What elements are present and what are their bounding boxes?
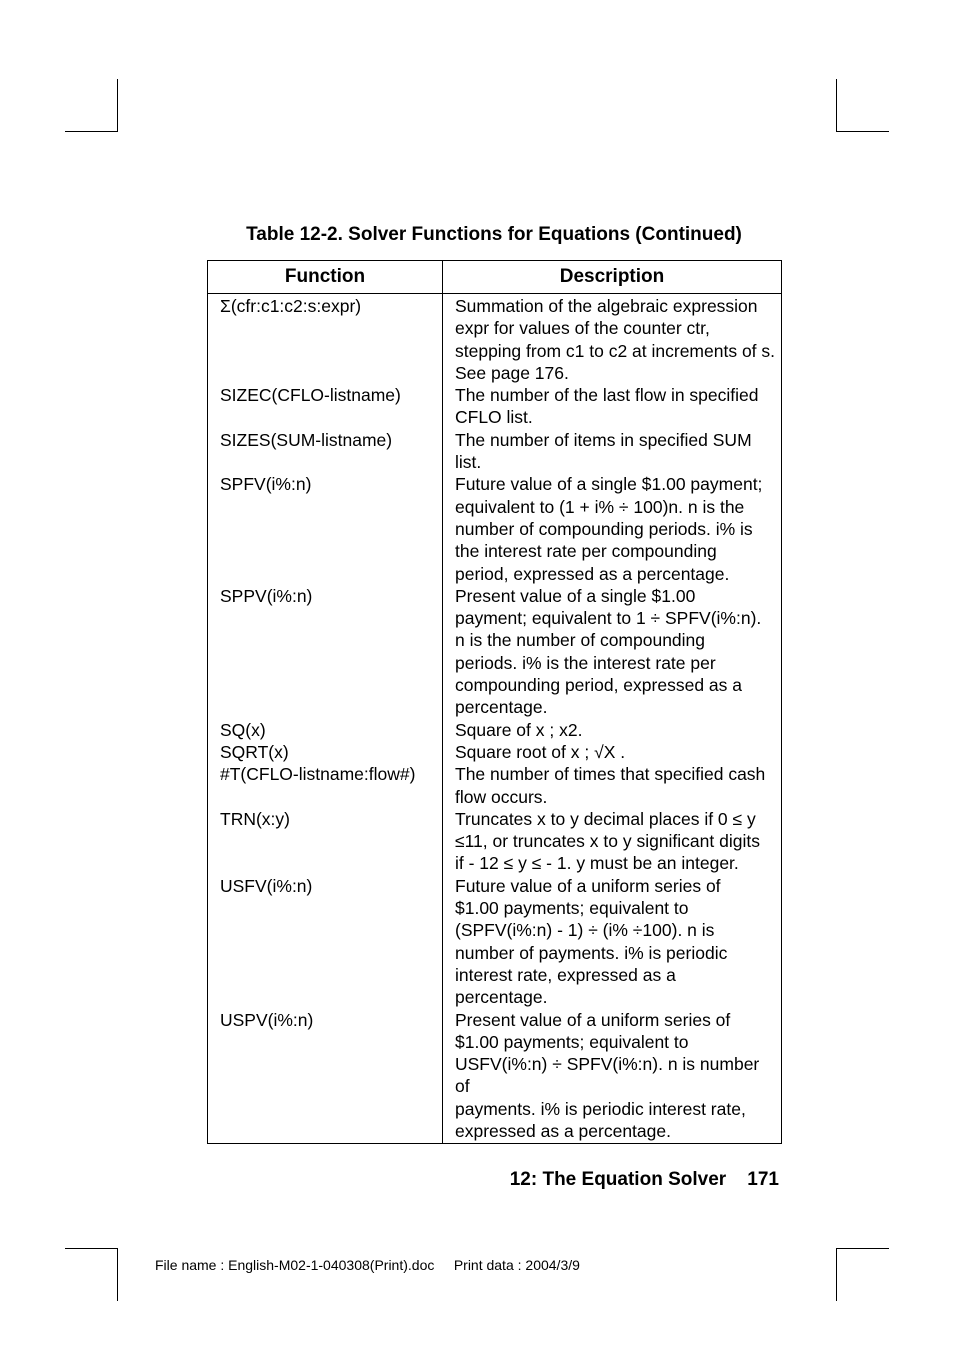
description-line: expr for values of the counter ctr, bbox=[455, 318, 710, 339]
description-cell bbox=[443, 741, 782, 763]
function-cell bbox=[208, 1009, 443, 1144]
function-name: Σ(cfr:c1:c2:s:expr) bbox=[220, 296, 362, 316]
description-line: stepping from c1 to c2 at increments of s. bbox=[455, 340, 776, 361]
function-cell bbox=[208, 875, 443, 1009]
table-row bbox=[208, 741, 782, 763]
description-line: ≤11, or truncates x to y significant digits bbox=[455, 831, 760, 852]
crop-mark-bottom-right-vertical bbox=[836, 1248, 837, 1301]
description-line: n is the number of compounding bbox=[455, 630, 706, 651]
description-line: Square of x ; x2. bbox=[455, 719, 583, 740]
crop-mark-bottom-right-horizontal bbox=[836, 1248, 889, 1249]
table-row bbox=[208, 763, 782, 808]
description-line: Present value of a uniform series of bbox=[455, 1009, 731, 1030]
description-line: number of compounding periods. i% is bbox=[455, 518, 753, 539]
crop-mark-top-left-vertical bbox=[117, 79, 118, 132]
table-row bbox=[208, 294, 782, 385]
function-cell bbox=[208, 473, 443, 584]
function-name: SQ(x) bbox=[220, 719, 266, 740]
table-row bbox=[208, 384, 782, 429]
chapter-title: 12: The Equation Solver bbox=[509, 1169, 727, 1190]
column-header-function: Function bbox=[208, 261, 443, 294]
description-line: $1.00 payments; equivalent to bbox=[455, 898, 689, 919]
function-cell bbox=[208, 719, 443, 741]
crop-mark-top-right-vertical bbox=[836, 79, 837, 132]
description-line: percentage. bbox=[455, 987, 548, 1008]
table-row bbox=[208, 473, 782, 584]
description-line: Truncates x to y decimal places if 0 ≤ y bbox=[455, 808, 756, 829]
description-cell bbox=[443, 875, 782, 1009]
description-line: CFLO list. bbox=[455, 407, 533, 428]
function-name: SQRT(x) bbox=[220, 741, 289, 762]
description-line: flow occurs. bbox=[455, 786, 548, 807]
description-cell bbox=[443, 763, 782, 808]
description-line: Summation of the algebraic expression bbox=[455, 296, 758, 316]
function-name: SPPV(i%:n) bbox=[220, 585, 313, 606]
table-row bbox=[208, 719, 782, 741]
description-line: The number of the last flow in specified bbox=[455, 385, 759, 406]
crop-mark-bottom-left-horizontal bbox=[65, 1248, 118, 1249]
function-name: USFV(i%:n) bbox=[220, 875, 313, 896]
crop-mark-top-right-horizontal bbox=[836, 131, 889, 132]
table-row bbox=[208, 429, 782, 474]
page-footer bbox=[510, 1169, 779, 1191]
table-caption: Table 12-2. Solver Functions for Equations (Continued) bbox=[246, 224, 742, 245]
description-line: if - 12 ≤ y ≤ - 1. y must be an integer. bbox=[455, 853, 739, 874]
description-cell bbox=[443, 429, 782, 474]
page-number: 171 bbox=[747, 1169, 779, 1190]
print-date: Print data : 2004/3/9 bbox=[453, 1257, 580, 1273]
description-line: (SPFV(i%:n) - 1) ÷ (i% ÷100). n is bbox=[455, 920, 715, 941]
function-cell bbox=[208, 384, 443, 429]
function-cell bbox=[208, 808, 443, 875]
file-name: File name : English-M02-1-040308(Print).doc bbox=[155, 1257, 435, 1273]
function-cell bbox=[208, 763, 443, 808]
function-name: SPFV(i%:n) bbox=[220, 474, 312, 495]
description-line: $1.00 payments; equivalent to bbox=[455, 1031, 689, 1052]
print-info bbox=[155, 1257, 580, 1273]
description-line: Future value of a single $1.00 payment; bbox=[455, 474, 763, 495]
description-cell bbox=[443, 808, 782, 875]
description-cell bbox=[443, 473, 782, 584]
description-line: The number of times that specified cash bbox=[455, 764, 766, 785]
function-name: TRN(x:y) bbox=[220, 808, 290, 829]
description-cell bbox=[443, 585, 782, 719]
description-cell bbox=[443, 1009, 782, 1144]
description-line: period, expressed as a percentage. bbox=[455, 563, 730, 584]
function-cell bbox=[208, 741, 443, 763]
table-header-row bbox=[208, 261, 782, 294]
description-line: percentage. bbox=[455, 697, 548, 718]
table-row bbox=[208, 875, 782, 1009]
description-line: periods. i% is the interest rate per bbox=[455, 652, 716, 673]
description-line: payments. i% is periodic interest rate, bbox=[455, 1098, 746, 1119]
description-line: compounding period, expressed as a bbox=[455, 675, 742, 696]
description-line: expressed as a percentage. bbox=[455, 1120, 671, 1141]
function-cell bbox=[208, 294, 443, 385]
description-cell bbox=[443, 294, 782, 385]
description-line: The number of items in specified SUM bbox=[455, 429, 752, 450]
function-name: SIZEC(CFLO-listname) bbox=[220, 385, 401, 406]
table-row bbox=[208, 808, 782, 875]
table-row bbox=[208, 585, 782, 719]
function-name: USPV(i%:n) bbox=[220, 1009, 314, 1030]
function-name: #T(CFLO-listname:flow#) bbox=[220, 764, 416, 785]
description-line: interest rate, expressed as a bbox=[455, 964, 676, 985]
description-line: equivalent to (1 + i% ÷ 100)n. n is the bbox=[455, 496, 745, 517]
description-cell bbox=[443, 719, 782, 741]
description-line: number of payments. i% is periodic bbox=[455, 942, 728, 963]
crop-mark-bottom-left-vertical bbox=[117, 1248, 118, 1301]
description-cell bbox=[443, 384, 782, 429]
function-cell bbox=[208, 585, 443, 719]
description-line: the interest rate per compounding bbox=[455, 541, 717, 562]
solver-functions-table bbox=[207, 260, 782, 1144]
description-line: See page 176. bbox=[455, 362, 569, 383]
function-cell bbox=[208, 429, 443, 474]
description-line: payment; equivalent to 1 ÷ SPFV(i%:n). bbox=[455, 608, 762, 629]
table-row bbox=[208, 1009, 782, 1144]
description-line: list. bbox=[455, 452, 482, 473]
description-line: USFV(i%:n) ÷ SPFV(i%:n). n is number of bbox=[455, 1054, 760, 1097]
function-name: SIZES(SUM-listname) bbox=[220, 429, 393, 450]
description-line: Future value of a uniform series of bbox=[455, 875, 721, 896]
description-line: Square root of x ; √X . bbox=[455, 741, 626, 762]
column-header-description: Description bbox=[443, 261, 782, 294]
crop-mark-top-left-horizontal bbox=[65, 131, 118, 132]
description-line: Present value of a single $1.00 bbox=[455, 585, 696, 606]
